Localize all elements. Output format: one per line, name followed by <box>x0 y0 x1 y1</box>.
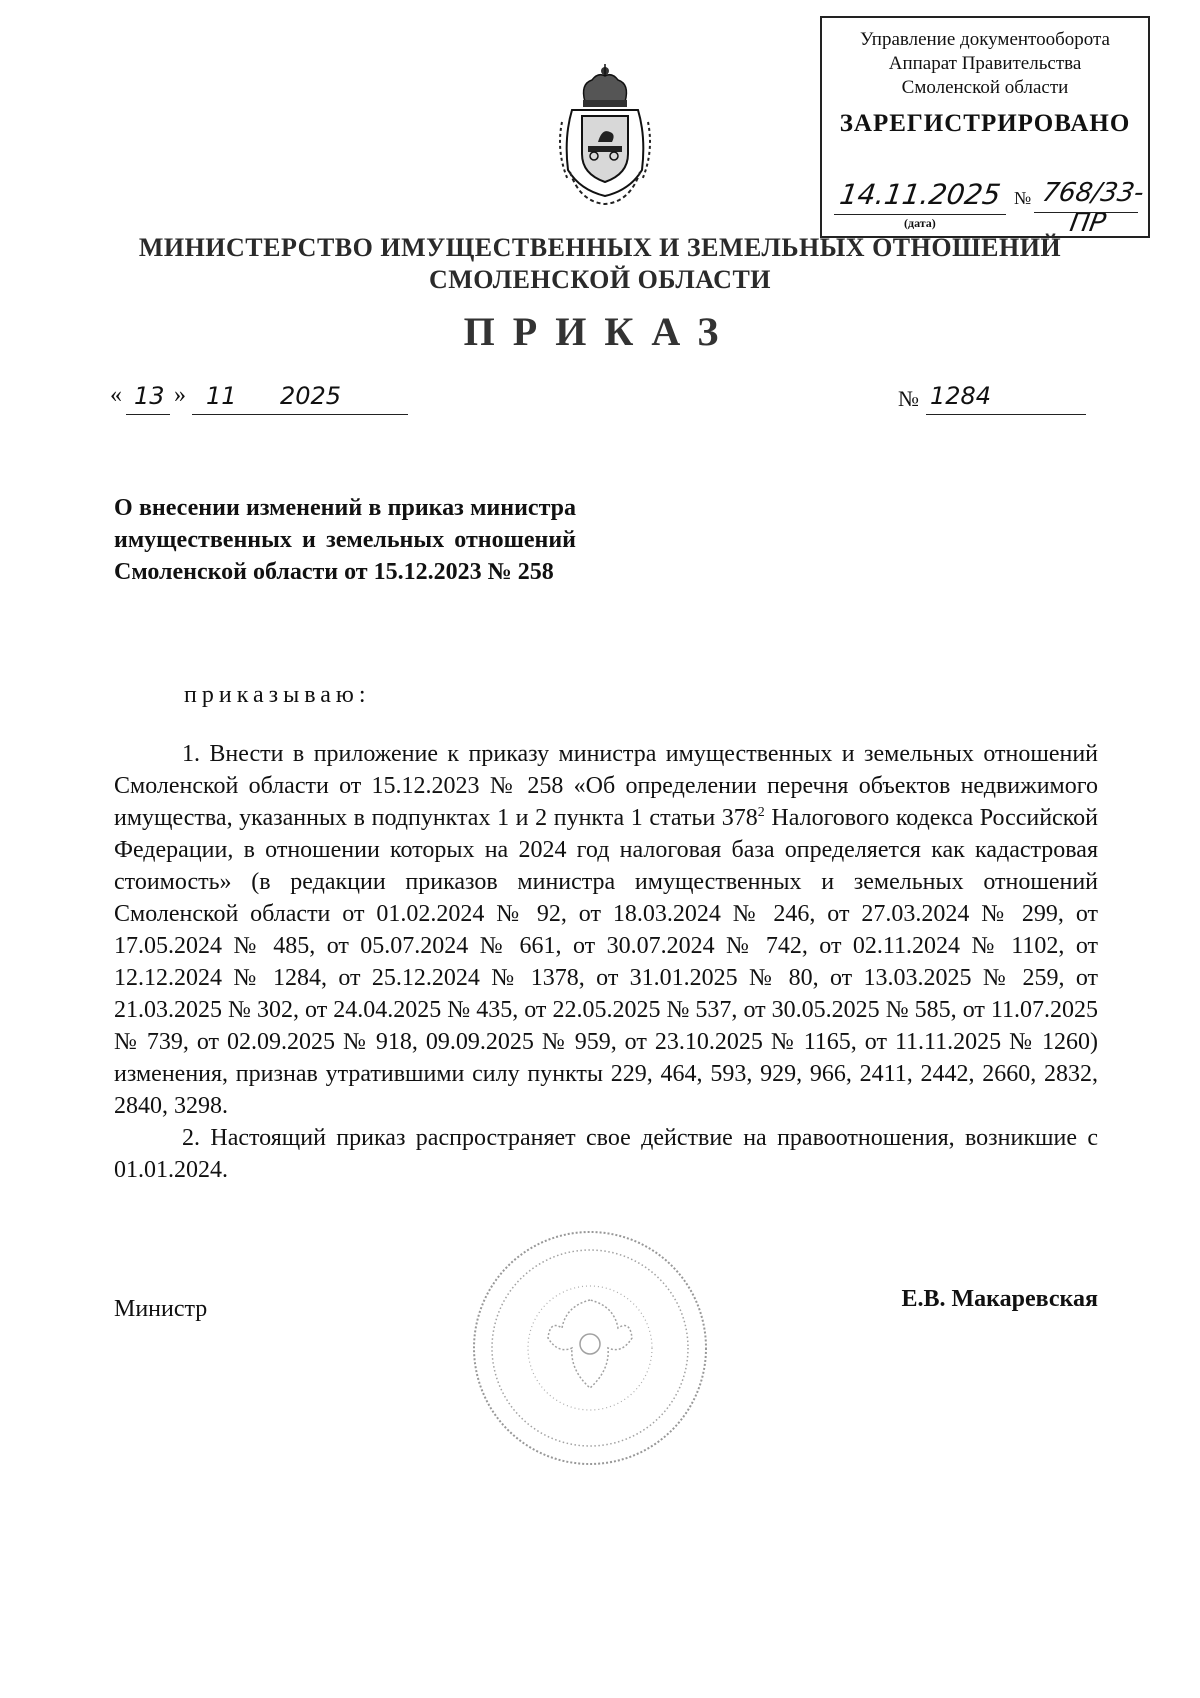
order-number-sign: № <box>898 386 919 411</box>
document-type: ПРИКАЗ <box>463 309 737 354</box>
order-day: 13 <box>134 382 165 410</box>
stamp-number: 768/33-ПР <box>1040 178 1147 238</box>
month-year-underline <box>192 414 408 415</box>
registration-stamp <box>820 16 1150 238</box>
signer-title: Министр <box>114 1296 208 1322</box>
order-month: 11 <box>206 382 237 410</box>
stamp-date-row <box>834 178 1147 238</box>
order-year: 2025 <box>280 382 342 410</box>
official-seal-icon <box>470 1228 710 1468</box>
date-close-quote: » <box>174 382 186 408</box>
stamp-line-1: Управление документооборота <box>860 29 1110 50</box>
day-underline <box>126 414 170 415</box>
coat-of-arms-icon <box>550 62 660 212</box>
stamp-date-underline <box>834 214 1006 215</box>
ministry-name-line-2: СМОЛЕНСКОЙ ОБЛАСТИ <box>428 265 772 294</box>
order-subject: О внесении изменений в приказ министра имущественных и земельных отношений Смоленской области от 15.12.2023 № 258 <box>114 495 576 585</box>
order-number-value: 1284 <box>930 382 992 410</box>
order-word: приказываю: <box>184 682 371 708</box>
stamp-date: 14.11.2025 <box>837 178 1003 211</box>
ministry-name-line-1: МИНИСТЕРСТВО ИМУЩЕСТВЕННЫХ И ЗЕМЕЛЬНЫХ ОТНОШЕНИЙ <box>138 233 1062 262</box>
stamp-status: ЗАРЕГИСТРИРОВАНО <box>839 110 1131 137</box>
paragraph-1-part-a: 1. Внести в приложение к приказу министра имущественных и земельных отношений Смоленской области от 15.12.2023 № 258 «Об определении перечня объектов недвижимого имущества, указанных в подпунктах 1 и 2 пункта 1 статьи 378 <box>114 741 1098 831</box>
ministry-name <box>100 232 1100 296</box>
stamp-number-underline <box>1034 212 1138 213</box>
stamp-line-2: Аппарат Правительства <box>888 53 1082 74</box>
order-number <box>898 382 1098 422</box>
order-body <box>114 738 1098 1186</box>
date-open-quote: « <box>110 382 122 408</box>
order-number-underline <box>926 414 1086 415</box>
article-superscript: 2 <box>757 805 765 820</box>
paragraph-1-part-b: Налогового кодекса Российской Федерации, в отношении которых на 2024 год налоговая база определяется как кадастровая стоимость» (в редакции приказов министра имущественных и земельных отношений Смоленской области от 01.02.2024 № 92, от 18.03.2024 № 246, от 27.03.2024 № 299, от 17.05.2024 № 485, от 05.07.2024 № 661, от 30.07.2024 № 742, от 02.11.2024 № 1102, от 12.12.2024 № 1284, от 25.12.2024 № 1378, от 31.01.2025 № 80, от 13.03.2025 № 259, от 21.03.2025 № 302, от 24.04.2025 № 435, от 22.05.2025 № 537, от 30.05.2025 № 585, от 11.07.2025 № 739, от 02.09.2025 № 918, 09.09.2025 № 959, от 23.10.2025 № 1165, от 11.11.2025 № 1260) изменения, признав утратившими силу пункты 229, 464, 593, 929, 966, 2411, 2442, 2660, 2832, 2840, 3298. <box>114 805 1098 1119</box>
paragraph-2: 2. Настоящий приказ распространяет свое действие на правоотношения, возникшие с 01.01.2024. <box>114 1125 1098 1183</box>
order-date <box>110 382 410 422</box>
stamp-date-caption: (дата) <box>904 216 936 230</box>
stamp-line-3: Смоленской области <box>901 77 1069 98</box>
signer-name: Е.В. Макаревская <box>901 1286 1098 1312</box>
paragraph-1 <box>114 738 1098 1122</box>
stamp-number-sign: № <box>1014 188 1032 208</box>
